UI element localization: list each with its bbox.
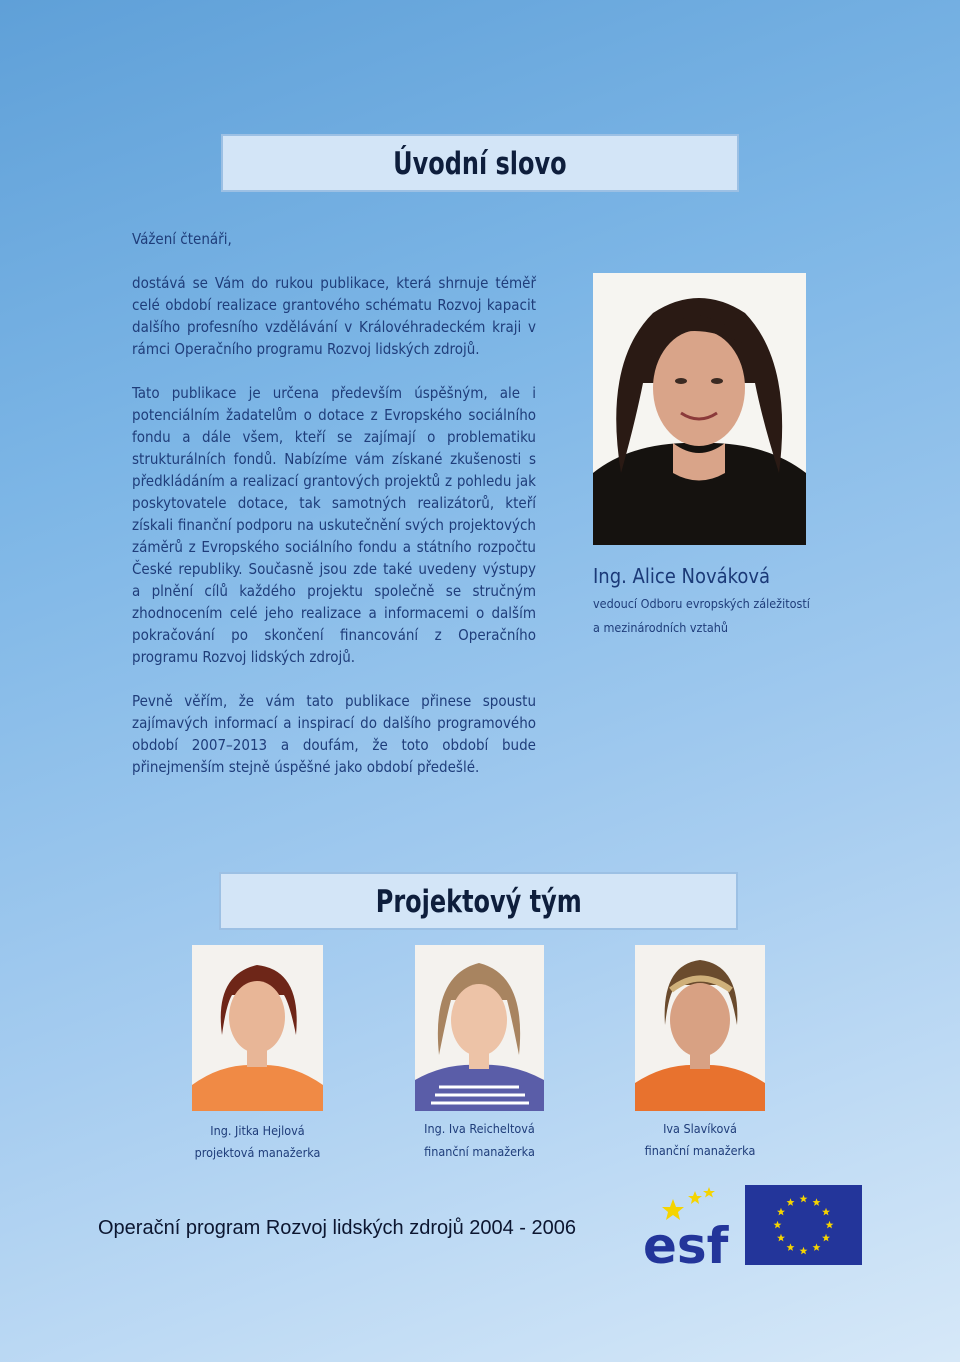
author-role-line2: a mezinárodních vztahů <box>593 620 728 635</box>
team-member-2-role: finanční manažerka <box>424 1144 535 1159</box>
esf-logo-text: esf <box>643 1217 729 1265</box>
team-photo-1 <box>192 945 323 1111</box>
eu-flag <box>745 1185 862 1265</box>
esf-logo <box>643 1185 735 1265</box>
team-title-box <box>219 872 738 930</box>
team-member-1-role: projektová manažerka <box>194 1145 321 1160</box>
page-title: Úvodní slovo <box>393 146 567 182</box>
team-title: Projektový tým <box>375 884 582 920</box>
author-role-line1: vedoucí Odboru evropských záležitostí <box>593 596 810 611</box>
paragraph-2: Tato publikace je určena především úspěšným, ale i potenciálním žadatelům o dotace z Evropského sociálního fondu a dále všem, kteří se zajímají o problematiku strukturálních fondů. Nabízíme vám získané zkušenosti s předkládáním a realizací grantových projektů z pohledu jak poskytovatele dotace, tak samotných realizátorů, kteří získali finanční podporu na uskutečnění svých projektových záměrů z Evropského sociálního fondu a státního rozpočtu České republiky. Současně jsou zde také uvedeny výstupy a plnění cílů každého projektu společně se stručným zhodnocením celé jeho realizace a informacemi o dalším pokračování po skončení financování z Operačního programu Rozvoj lidských zdrojů. <box>132 384 536 666</box>
title-box <box>221 134 739 192</box>
footer-program: Operační program Rozvoj lidských zdrojů 2004 - 2006 <box>98 1217 577 1239</box>
team-member-3-role: finanční manažerka <box>644 1143 756 1158</box>
team-photo-2 <box>415 945 544 1111</box>
team-member-1-name: Ing. Jitka Hejlová <box>210 1123 305 1138</box>
intro-text <box>132 228 536 778</box>
salutation: Vážení čtenáři, <box>132 230 232 248</box>
team-photo-3 <box>635 945 765 1111</box>
team-member-3-name: Iva Slavíková <box>663 1121 737 1136</box>
author-portrait <box>593 273 806 545</box>
author-name: Ing. Alice Nováková <box>593 564 771 588</box>
paragraph-3: Pevně věřím, že vám tato publikace přinese spoustu zajímavých informací a inspirací do dalšího programového období 2007–2013 a doufám, že toto období bude přinejmenším stejně úspěšné jako období předešlé. <box>132 692 536 776</box>
team-member-2-name: Ing. Iva Reicheltová <box>424 1121 535 1136</box>
paragraph-1: dostává se Vám do rukou publikace, která shrnuje téměř celé období realizace grantového schématu Rozvoj kapacit dalšího profesního vzdělávání v Královéhradeckém kraji v rámci Operačního programu Rozvoj lidských zdrojů. <box>132 274 536 358</box>
